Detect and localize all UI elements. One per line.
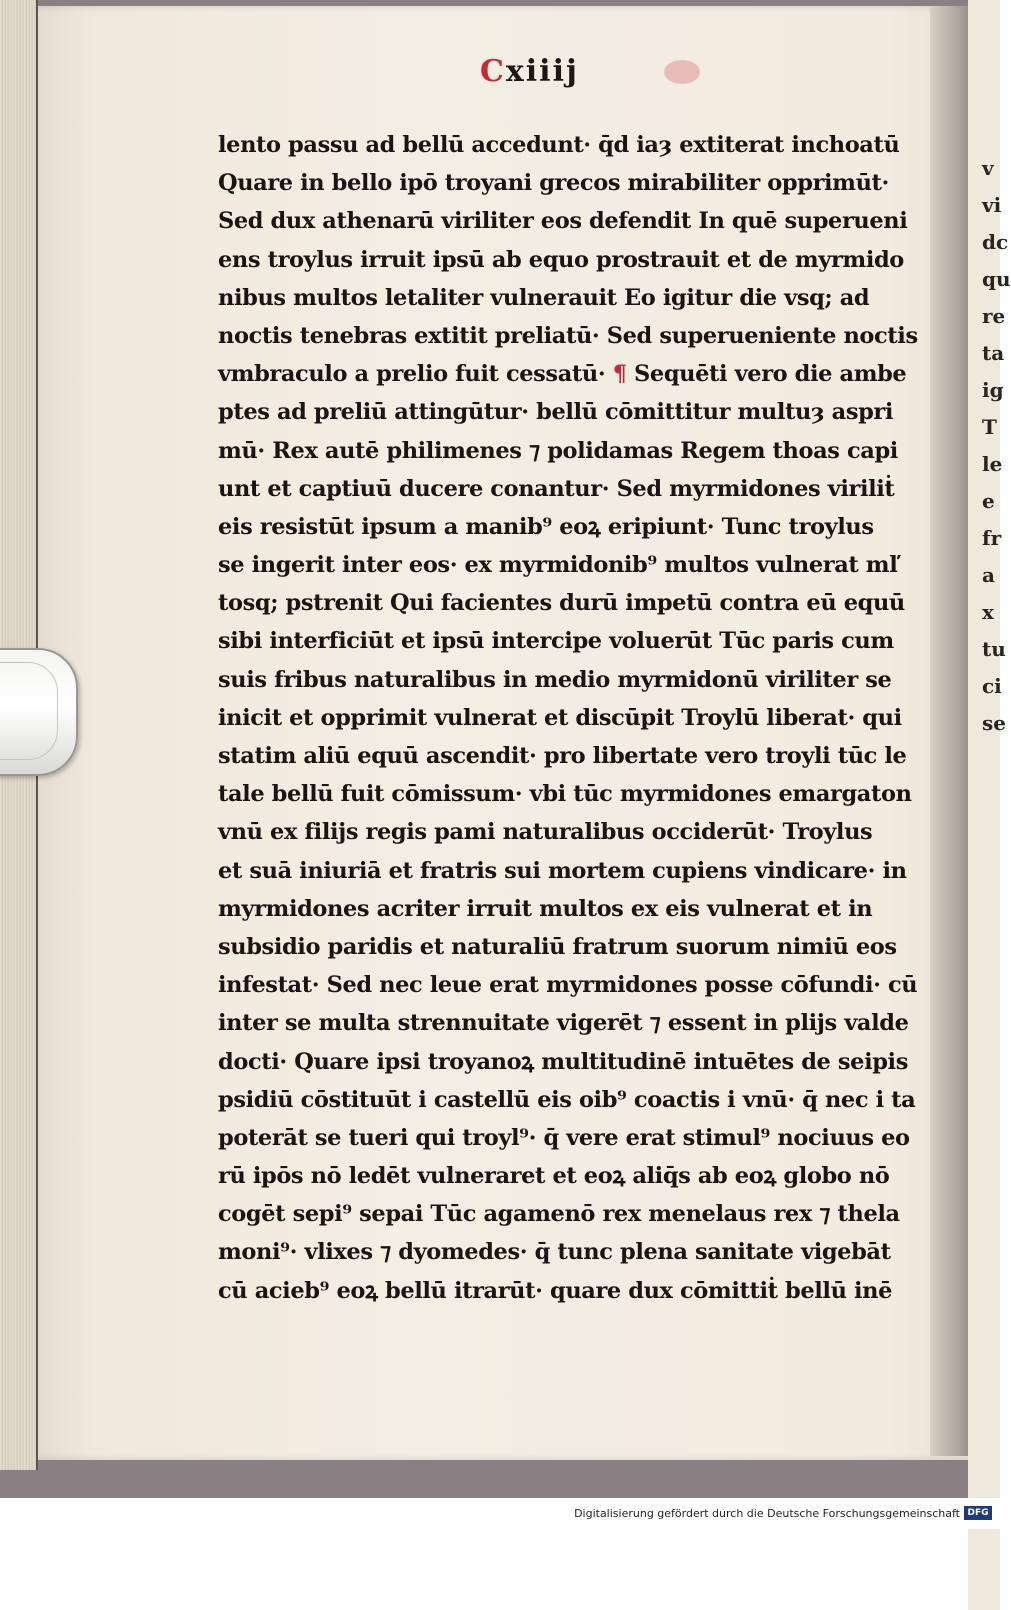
dfg-logo: DFG bbox=[964, 1506, 992, 1520]
page-clip-inner bbox=[0, 662, 58, 760]
next-page-line: e bbox=[982, 489, 995, 513]
text-line: inter se multa strennuitate vigerēt ⁊ essent in plijs valde bbox=[218, 1010, 909, 1037]
folio-rubric-letter: C bbox=[480, 54, 506, 89]
text-line: ptes ad preliū attingūtur· bellū cōmittitur multuȝ aspri bbox=[218, 399, 894, 426]
folio-number bbox=[480, 54, 579, 89]
text-line: infestat· Sed nec leue erat myrmidones posse cōfundi· cū bbox=[218, 972, 918, 999]
next-page-line: T bbox=[982, 415, 997, 439]
text-line: tale bellū fuit cōmissum· vbi tūc myrmidones emargaton bbox=[218, 781, 912, 808]
text-line: poterāt se tueri qui troyl⁹· q̄ vere erat stimul⁹ nociuus eo bbox=[218, 1124, 910, 1151]
next-page-line: qu bbox=[982, 267, 1011, 291]
text-line: sibi interficiūt et ipsū intercipe voluerūt Tūc paris cum bbox=[218, 628, 894, 655]
folio-numeral: xiiij bbox=[505, 54, 579, 89]
pilcrow-mark: ¶ bbox=[612, 361, 627, 388]
text-line: subsidio paridis et naturaliū fratrum suorum nimiū eos bbox=[218, 933, 897, 960]
text-line: mū· Rex autē philimenes ⁊ polidamas Regem thoas capi bbox=[218, 437, 898, 464]
text-line: nibus multos letaliter vulnerauit Eo igitur die vsq; ad bbox=[218, 284, 870, 311]
footer-bar bbox=[0, 1498, 1000, 1529]
text-block bbox=[218, 126, 918, 1310]
next-page-line: se bbox=[982, 711, 1006, 735]
text-line: cū acieb⁹ eoꝝ bellū itrarūt· quare dux cōmittiṫ bellū inē bbox=[218, 1277, 892, 1304]
text-line: eis resistūt ipsum a manib⁹ eoꝝ eripiunt· Tunc troylus bbox=[218, 513, 874, 540]
text-line: tosq; pstrenit Qui facientes durū impetū contra eū equū bbox=[218, 590, 905, 617]
next-page-line: ta bbox=[982, 341, 1005, 365]
text-line: lento passu ad bellū accedunt· q̄d iaȝ extiterat inchoatū bbox=[218, 132, 900, 158]
text-line: inicit et opprimit vulnerat et discūpit Troylū liberat· qui bbox=[218, 704, 902, 731]
next-page-line: x bbox=[982, 600, 994, 624]
next-page-line: re bbox=[982, 304, 1006, 328]
next-page-line: a bbox=[982, 563, 995, 587]
next-page-line: vi bbox=[982, 193, 1002, 217]
next-page-line: dc bbox=[982, 230, 1009, 254]
next-page-edge bbox=[968, 0, 1011, 1610]
text-line: vmbraculo a prelio fuit cessatū· ¶ Sequēti vero die ambe bbox=[218, 361, 907, 388]
text-line: docti· Quare ipsi troyanoꝝ multitudinē intuētes de seipis bbox=[218, 1048, 908, 1075]
text-line: vnū ex filijs regis pami naturalibus occiderūt· Troylus bbox=[218, 819, 873, 846]
text-line: moni⁹· vlixes ⁊ dyomedes· q̄ tunc plena sanitate vigebāt bbox=[218, 1239, 891, 1266]
text-line: rū ipōs nō ledēt vulneraret et eoꝝ aliq̄s ab eoꝝ globo nō bbox=[218, 1163, 890, 1190]
text-line: ens troylus irruit ipsū ab equo prostrauit et de myrmido bbox=[218, 246, 904, 273]
text-line: Sed dux athenarū viriliter eos defendit In quē superueni bbox=[218, 208, 908, 235]
next-page-line: fr bbox=[982, 526, 1002, 550]
text-line: se ingerit inter eos· ex myrmidonib⁹ multos vulnerat mľ bbox=[218, 552, 898, 579]
text-line: myrmidones acriter irruit multos ex eis vulnerat et in bbox=[218, 895, 873, 922]
text-line: noctis tenebras extitit preliatū· Sed superueniente noctis bbox=[218, 322, 918, 349]
text-line: unt et captiuū ducere conantur· Sed myrmidones viriliṫ bbox=[218, 475, 895, 502]
red-ink-stain bbox=[664, 60, 700, 84]
text-line: statim aliū equū ascendit· pro libertate vero troyli tūc le bbox=[218, 743, 907, 769]
text-line: et suā iniuriā et fratris sui mortem cupiens vindicare· in bbox=[218, 857, 907, 884]
next-page-line: tu bbox=[982, 637, 1006, 661]
page-clip bbox=[0, 648, 78, 776]
text-line: psidiū cōstituūt i castellū eis oib⁹ coactis i vnū· q̄ nec i ta bbox=[218, 1086, 916, 1113]
text-line: suis fribus naturalibus in medio myrmidonū viriliter se bbox=[218, 666, 892, 693]
next-page-line: v bbox=[982, 156, 994, 180]
next-page-line: le bbox=[982, 452, 1003, 476]
funding-credit: Digitalisierung gefördert durch die Deutsche Forschungsgemeinschaft bbox=[574, 1507, 960, 1520]
text-line: cogēt sepi⁹ sepai Tūc agamenō rex menelaus rex ⁊ thela bbox=[218, 1201, 900, 1228]
text-line: Quare in bello ipō troyani grecos mirabiliter opprimūt· bbox=[218, 170, 889, 197]
next-page-line: ig bbox=[982, 378, 1004, 402]
next-page-line: ci bbox=[982, 674, 1002, 698]
